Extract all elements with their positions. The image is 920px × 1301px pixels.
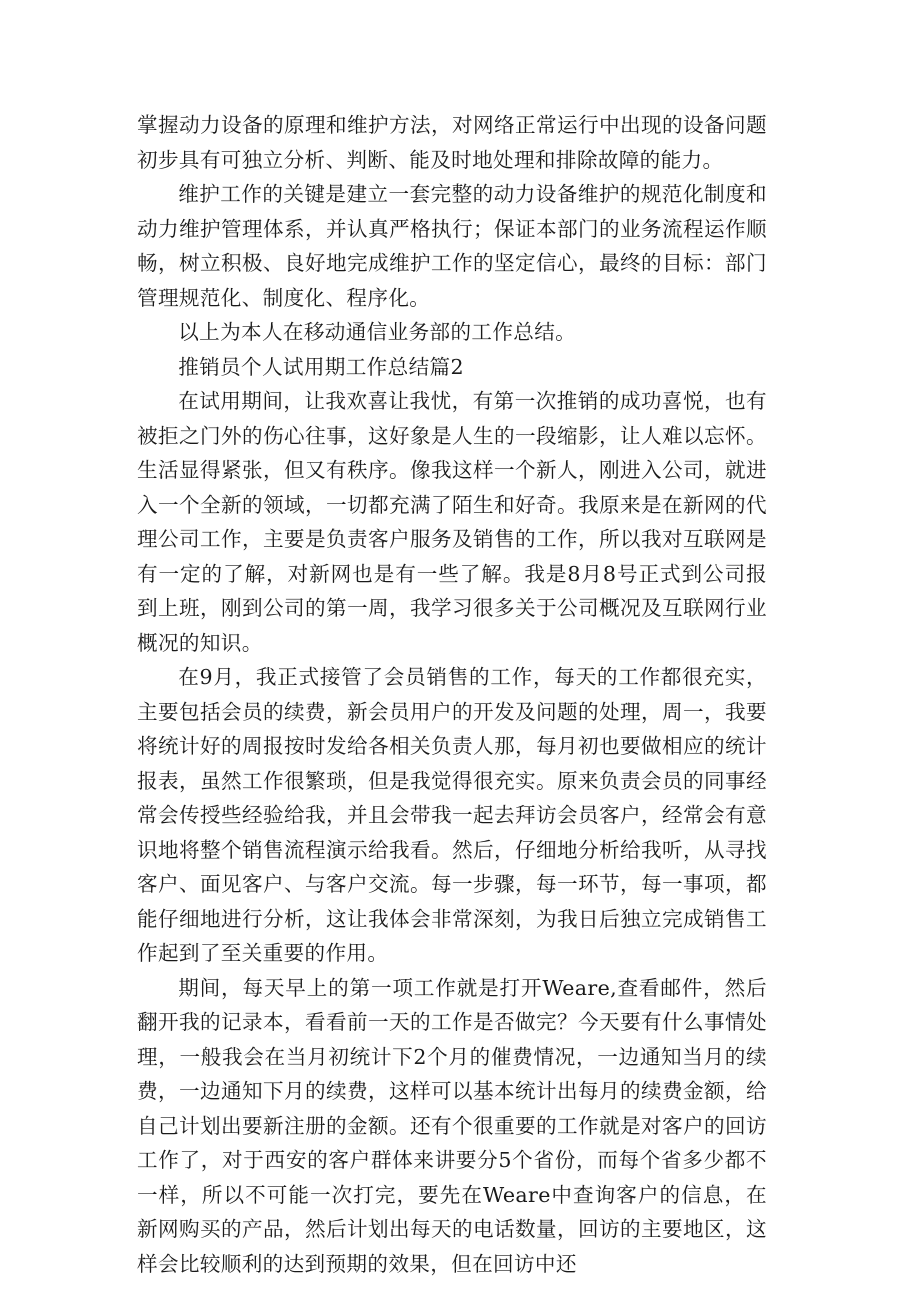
paragraph-1: 掌握动力设备的原理和维护方法，对网络正常运行中出现的设备问题初步具有可独立分析、判断、能及时地处理和排除故障的能力。 bbox=[137, 113, 767, 172]
paragraph-4: 在试用期间，让我欢喜让我忧，有第一次推销的成功喜悦，也有被拒之门外的伤心往事，这好象是人生的一段缩影，让人难以忘怀。生活显得紧张，但又有秩序。像我这样一个新人，刚进入公司，就进入一个全新的领域，一切都充满了陌生和好奇。我原来是在新网的代理公司工作，主要是负责客户服务及销售的工作，所以我对互联网是有一定的了解，对新网也是有一些了解。我是8月8号正式到公司报到上班，刚到公司的第一周，我学习很多关于公司概况及互联网行业概况的知识。 bbox=[137, 389, 767, 655]
paragraph-6: 期间，每天早上的第一项工作就是打开Weare,查看邮件，然后翻开我的记录本，看看前一天的工作是否做完？今天要有什么事情处理，一般我会在当月初统计下2个月的催费情况，一边通知当月的续费，一边通知下月的续费，这样可以基本统计出每月的续费金额，给自己计划出要新注册的金额。还有个很重要的工作就是对客户的回访工作了，对于西安的客户群体来讲要分5个省份，而每个省多少都不一样，所以不可能一次打完，要先在Weare中查询客户的信息，在新网购买的产品，然后计划出每天的电话数量，回访的主要地区，这样会比较顺利的达到预期的效果，但在回访中还 bbox=[137, 975, 767, 1276]
paragraph-3: 以上为本人在移动通信业务部的工作总结。 bbox=[178, 320, 577, 344]
section-heading: 推销员个人试用期工作总结篇2 bbox=[178, 354, 464, 379]
paragraph-2: 维护工作的关键是建立一套完整的动力设备维护的规范化制度和动力维护管理体系，并认真严格执行；保证本部门的业务流程运作顺畅，树立积极、良好地完成维护工作的坚定信心，最终的目标：部门管理规范化、制度化、程序化。 bbox=[137, 182, 767, 310]
document-body bbox=[137, 108, 767, 1281]
paragraph-5: 在9月，我正式接管了会员销售的工作，每天的工作都很充实，主要包括会员的续费，新会员用户的开发及问题的处理，周一，我要将统计好的周报按时发给各相关负责人那，每月初也要做相应的统计报表，虽然工作很繁琐，但是我觉得很充实。原来负责会员的同事经常会传授些经验给我，并且会带我一起去拜访会员客户，经常会有意识地将整个销售流程演示给我看。然后，仔细地分析给我听，从寻找客户、面见客户、与客户交流。每一步骤，每一环节，每一事项，都能仔细地进行分析，这让我体会非常深刻，为我日后独立完成销售工作起到了至关重要的作用。 bbox=[137, 665, 767, 965]
